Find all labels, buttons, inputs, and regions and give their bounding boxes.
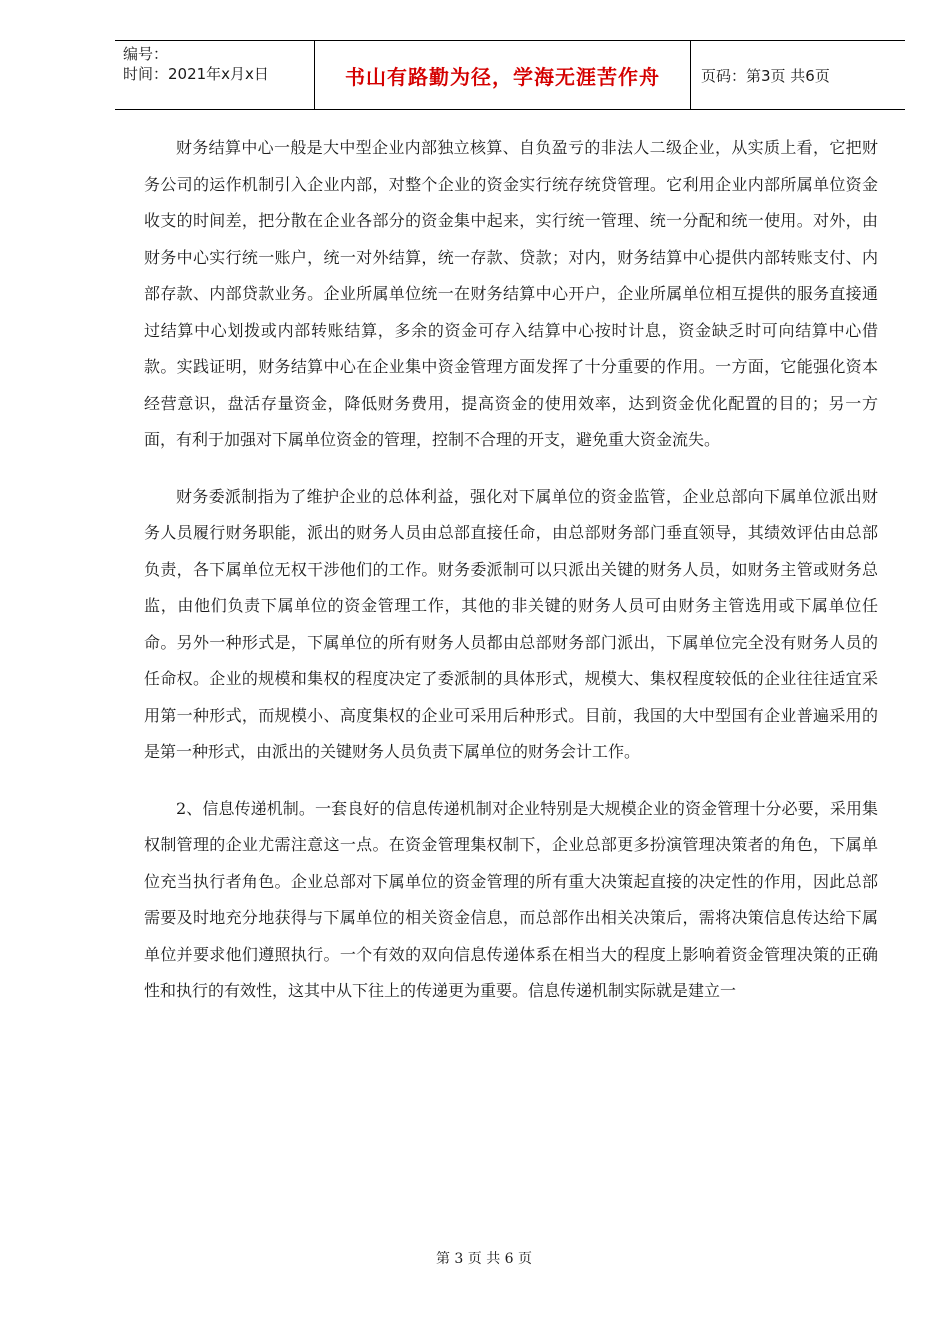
paragraph-information-mechanism: 2、信息传递机制。一套良好的信息传递机制对企业特别是大规模企业的资金管理十分必要，采用集权制管理的企业尤需注意这一点。在资金管理集权制下，企业总部更多扮演管理决策者的角色，下属单位充当执行者角色。企业总部对下属单位的资金管理的所有重大决策起直接的决定性的作用，因此总部需要及时地充分地获得与下属单位的相关资金信息，而总部作出相关决策后，需将决策信息传达给下属单位并要求他们遵照执行。一个有效的双向信息传递体系在相当大的程度上影响着资金管理决策的正确性和执行的有效性，这其中从下往上的传递更为重要。信息传递机制实际就是建立一 xyxy=(144,798,878,1000)
header-motto: 书山有路勤为径，学海无涯苦作舟 xyxy=(315,41,691,109)
header-meta xyxy=(115,41,315,109)
code-label: 编号： xyxy=(123,45,169,63)
paragraph-settlement-center: 财务结算中心一般是大中型企业内部独立核算、自负盈亏的非法人二级企业，从实质上看，它把财务公司的运作机制引入企业内部，对整个企业的资金实行统存统贷管理。它利用企业内部所属单位资金收支的时间差，把分散在企业各部分的资金集中起来，实行统一管理、统一分配和统一使用。对外，由财务中心实行统一账户，统一对外结算，统一存款、贷款；对内，财务结算中心提供内部转账支付、内部存款、内部贷款业务。企业所属单位统一在财务结算中心开户，企业所属单位相互提供的服务直接通过结算中心划拨或内部转账结算，多余的资金可存入结算中心按时计息，资金缺乏时可向结算中心借款。实践证明，财务结算中心在企业集中资金管理方面发挥了十分重要的作用。一方面，它能强化资本经营意识，盘活存量资金，降低财务费用，提高资金的使用效率，达到资金优化配置的目的；另一方面，有利于加强对下属单位资金的管理，控制不合理的开支，避免重大资金流失。 xyxy=(144,138,878,449)
paragraph-finance-delegation: 财务委派制指为了维护企业的总体利益，强化对下属单位的资金监管，企业总部向下属单位派出财务人员履行财务职能，派出的财务人员由总部直接任命，由总部财务部门垂直领导，其绩效评估由总部负责，各下属单位无权干涉他们的工作。财务委派制可以只派出关键的财务人员，如财务主管或财务总监，由他们负责下属单位的资金管理工作，其他的非关键的财务人员可由财务主管选用或下属单位任命。另外一种形式是，下属单位的所有财务人员都由总部财务部门派出，下属单位完全没有财务人员的任命权。企业的规模和集权的程度决定了委派制的具体形式，规模大、集权程度较低的企业往往适宜采用第一种形式，而规模小、高度集权的企业可采用后种形式。目前，我国的大中型国有企业普遍采用的是第一种形式，由派出的关键财务人员负责下属单位的财务会计工作。 xyxy=(144,486,878,761)
page-footer: 第 3 页 共 6 页 xyxy=(435,1251,533,1267)
header-page-info: 页码：第3页 共6页 xyxy=(701,66,830,85)
document-header xyxy=(115,40,905,110)
time-label: 时间：2021年x月x日 xyxy=(123,65,269,83)
document-body xyxy=(144,130,878,1030)
